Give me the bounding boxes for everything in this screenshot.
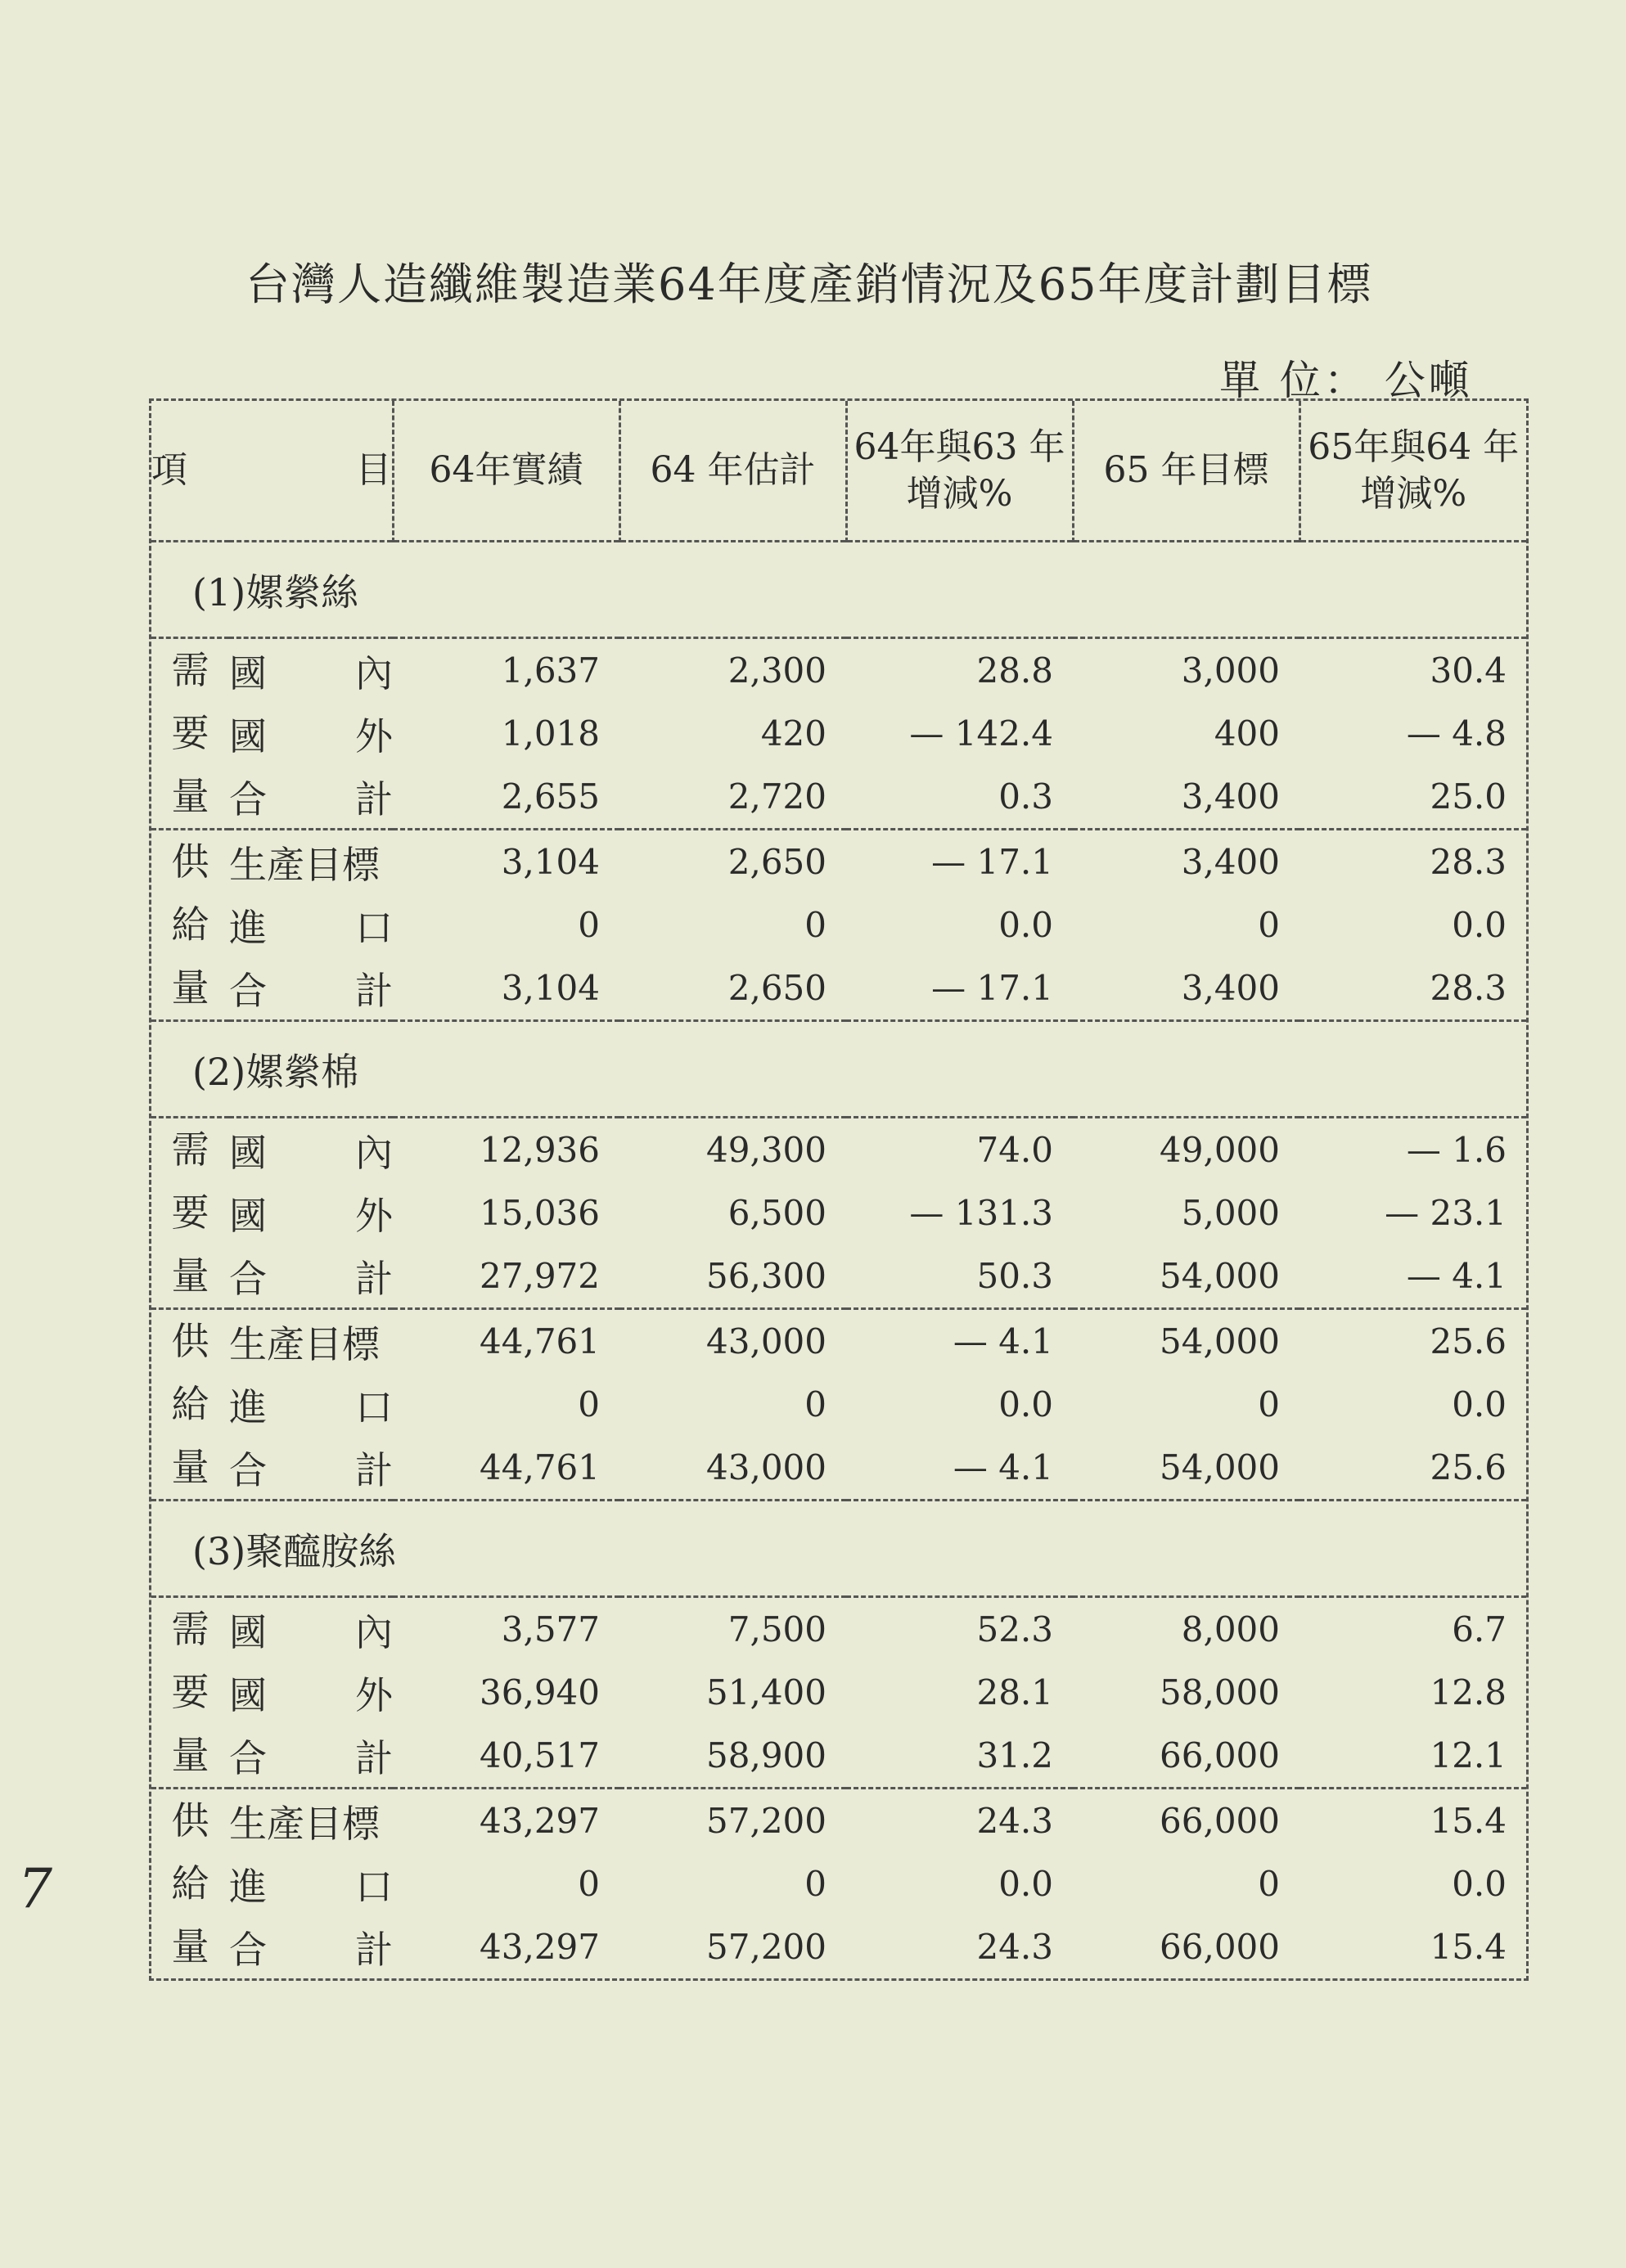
section-row — [151, 542, 1526, 638]
row-label — [229, 1724, 393, 1789]
table-row — [151, 893, 1526, 956]
row-label-part: 外 — [355, 1193, 393, 1238]
group-label — [151, 1597, 229, 1789]
group-label-char: 給 — [171, 1861, 209, 1906]
group-label-char: 給 — [171, 1382, 209, 1426]
row-label-part: 口 — [355, 905, 393, 950]
table-row — [151, 830, 1526, 894]
cell-estimate-64: 420 — [760, 713, 827, 754]
section-row — [151, 1021, 1526, 1118]
cell-change-64-63: 50.3 — [976, 1256, 1053, 1296]
cell-change-65-64: 28.3 — [1299, 830, 1526, 894]
cell-change-65-64: 28.3 — [1430, 968, 1507, 1008]
group-label — [151, 638, 229, 830]
group-label-char: 供 — [171, 1798, 209, 1843]
cell-actual-64: 3,104 — [501, 968, 600, 1008]
cell-actual-64: 15,036 — [480, 1193, 600, 1233]
cell-target-65: 8,000 — [1181, 1609, 1280, 1649]
cell-target-65: 0 — [1258, 1864, 1280, 1904]
cell-change-64-63: — 17.1 — [931, 968, 1053, 1008]
row-label-part: 計 — [355, 776, 393, 821]
cell-estimate-64: 51,400 — [706, 1672, 827, 1712]
row-label-part: 國 — [229, 1193, 267, 1238]
cell-actual-64: 40,517 — [480, 1735, 600, 1775]
group-label-char: 量 — [171, 1924, 209, 1969]
row-label-part: 外 — [355, 1672, 393, 1717]
cell-estimate-64: 6,500 — [727, 1193, 827, 1233]
row-label-part: 國 — [229, 650, 267, 695]
group-label-char: 量 — [171, 1733, 209, 1777]
cell-target-65: 3,000 — [1181, 650, 1280, 691]
cell-change-64-63: 28.1 — [976, 1672, 1053, 1712]
row-label-part: 內 — [355, 650, 393, 695]
row-label-part: 進 — [229, 1384, 267, 1429]
table-row — [151, 1724, 1526, 1789]
page-number: 7 — [18, 1857, 52, 1920]
section-row — [151, 1501, 1526, 1597]
cell-change-64-63: 0.0 — [998, 905, 1053, 945]
row-label — [229, 1244, 393, 1309]
row-label-part: 合 — [229, 1735, 267, 1780]
cell-target-65: 3,400 — [1073, 830, 1299, 894]
cell-actual-64: 0 — [578, 1864, 600, 1904]
table-row — [151, 1661, 1526, 1724]
cell-change-65-64: 6.7 — [1452, 1609, 1507, 1649]
group-label-char: 要 — [171, 1670, 209, 1714]
cell-estimate-64: 0 — [804, 1864, 827, 1904]
cell-actual-64: 1,637 — [501, 650, 600, 691]
group-label — [151, 1789, 229, 1979]
cell-target-65: 66,000 — [1160, 1927, 1280, 1967]
cell-target-65: 3,400 — [1181, 968, 1280, 1008]
table-row — [151, 1373, 1526, 1436]
row-label-part: 國 — [229, 1609, 267, 1654]
row-label — [229, 765, 393, 830]
cell-target-65: 66,000 — [1073, 1789, 1299, 1853]
header-change-65-64: 65年與64 年增減% — [1299, 401, 1526, 542]
page-title: 台灣人造纖維製造業64年度產銷情況及65年度計劃目標 — [245, 259, 1373, 310]
cell-change-64-63: 24.3 — [976, 1927, 1053, 1967]
section-title: (1)嫘縈絲 — [151, 542, 1526, 638]
row-label-part: 口 — [355, 1384, 393, 1429]
row-label — [229, 1661, 393, 1724]
table-row — [151, 1915, 1526, 1978]
row-label-part: 合 — [229, 1256, 267, 1301]
row-label-part: 計 — [355, 968, 393, 1013]
group-label-char: 量 — [171, 1253, 209, 1298]
cell-change-64-63: — 142.4 — [909, 713, 1053, 754]
cell-change-65-64: — 4.1 — [1406, 1256, 1507, 1296]
row-label — [229, 1181, 393, 1244]
group-label-char: 量 — [171, 965, 209, 1010]
row-label-part: 計 — [355, 1927, 393, 1972]
header-row — [151, 401, 1526, 542]
unit-label: 單 位： 公噸 — [1219, 357, 1473, 404]
cell-target-65: 58,000 — [1160, 1672, 1280, 1712]
table-row — [151, 1436, 1526, 1501]
row-label — [229, 1852, 393, 1915]
group-label-char: 供 — [171, 1319, 209, 1363]
cell-change-65-64: 25.0 — [1430, 776, 1507, 817]
cell-estimate-64: 43,000 — [619, 1309, 846, 1374]
group-label — [151, 830, 229, 1021]
row-label-part: 外 — [355, 713, 393, 758]
table-row — [151, 765, 1526, 830]
cell-change-64-63: 74.0 — [976, 1130, 1053, 1170]
row-label-part: 口 — [355, 1864, 393, 1909]
group-label-char: 供 — [171, 839, 209, 884]
cell-change-64-63: 28.8 — [976, 650, 1053, 691]
cell-change-64-63: 31.2 — [976, 1735, 1053, 1775]
row-label-part: 生產目標 — [229, 842, 380, 887]
cell-estimate-64: 2,650 — [619, 830, 846, 894]
cell-change-64-63: 0.3 — [998, 776, 1053, 817]
group-label — [151, 1309, 229, 1501]
header-item-char: 目 — [355, 449, 392, 492]
cell-estimate-64: 58,900 — [706, 1735, 827, 1775]
row-label — [229, 956, 393, 1021]
header-item — [151, 401, 393, 542]
table-row — [151, 1244, 1526, 1309]
header-estimate-64: 64 年估計 — [619, 401, 846, 542]
cell-target-65: 5,000 — [1181, 1193, 1280, 1233]
row-label-part: 生產目標 — [229, 1801, 380, 1846]
row-label-part: 合 — [229, 968, 267, 1013]
cell-target-65: 49,000 — [1160, 1130, 1280, 1170]
table-row — [151, 1309, 1526, 1374]
row-label-part: 國 — [229, 1130, 267, 1175]
row-label — [229, 1118, 393, 1182]
row-label-part: 內 — [355, 1130, 393, 1175]
cell-change-65-64: — 4.8 — [1406, 713, 1507, 754]
group-label-char: 需 — [171, 648, 209, 692]
cell-estimate-64: 0 — [804, 905, 827, 945]
cell-change-65-64: — 1.6 — [1406, 1130, 1507, 1170]
cell-estimate-64: 2,650 — [727, 968, 827, 1008]
cell-change-65-64: 0.0 — [1452, 905, 1507, 945]
table-body — [151, 542, 1526, 1979]
row-label — [229, 830, 393, 894]
cell-change-64-63: 24.3 — [846, 1789, 1073, 1853]
cell-actual-64: 27,972 — [480, 1256, 600, 1296]
header-target-65: 65 年目標 — [1073, 401, 1299, 542]
cell-target-65: 54,000 — [1073, 1309, 1299, 1374]
row-label — [229, 638, 393, 703]
cell-actual-64: 0 — [578, 1384, 600, 1424]
header-item-char: 項 — [151, 449, 187, 492]
row-label-part: 國 — [229, 1672, 267, 1717]
cell-actual-64: 1,018 — [501, 713, 600, 754]
row-label-part: 計 — [355, 1447, 393, 1492]
row-label-part: 內 — [355, 1609, 393, 1654]
row-label — [229, 1915, 393, 1978]
group-label-char: 需 — [171, 1607, 209, 1651]
production-sales-table — [151, 401, 1526, 1978]
table-row — [151, 638, 1526, 703]
header-actual-64: 64年實績 — [393, 401, 619, 542]
table-row — [151, 1181, 1526, 1244]
cell-actual-64: 2,655 — [501, 776, 600, 817]
cell-estimate-64: 57,200 — [619, 1789, 846, 1853]
cell-change-65-64: 25.6 — [1299, 1309, 1526, 1374]
table-row — [151, 1852, 1526, 1915]
cell-change-65-64: 12.1 — [1430, 1735, 1507, 1775]
cell-estimate-64: 2,300 — [727, 650, 827, 691]
cell-target-65: 54,000 — [1160, 1256, 1280, 1296]
cell-change-65-64: 0.0 — [1452, 1384, 1507, 1424]
cell-change-65-64: 12.8 — [1430, 1672, 1507, 1712]
cell-actual-64: 3,577 — [501, 1609, 600, 1649]
row-label-part: 合 — [229, 1447, 267, 1492]
cell-change-65-64: 15.4 — [1430, 1927, 1507, 1967]
row-label — [229, 1309, 393, 1374]
cell-estimate-64: 49,300 — [706, 1130, 827, 1170]
cell-target-65: 54,000 — [1160, 1447, 1280, 1487]
cell-change-64-63: — 4.1 — [953, 1447, 1053, 1487]
row-label-part: 國 — [229, 713, 267, 758]
cell-change-65-64: — 23.1 — [1385, 1193, 1507, 1233]
row-label — [229, 1789, 393, 1853]
cell-estimate-64: 7,500 — [727, 1609, 827, 1649]
cell-change-64-63: — 4.1 — [846, 1309, 1073, 1374]
group-label-char: 給 — [171, 902, 209, 947]
cell-change-65-64: 0.0 — [1452, 1864, 1507, 1904]
cell-target-65: 400 — [1214, 713, 1280, 754]
cell-estimate-64: 57,200 — [706, 1927, 827, 1967]
cell-change-64-63: 0.0 — [998, 1384, 1053, 1424]
row-label — [229, 893, 393, 956]
cell-estimate-64: 0 — [804, 1384, 827, 1424]
table-row — [151, 702, 1526, 765]
cell-estimate-64: 56,300 — [706, 1256, 827, 1296]
group-label-char: 要 — [171, 711, 209, 755]
row-label — [229, 1373, 393, 1436]
header-change-64-63: 64年與63 年增減% — [846, 401, 1073, 542]
row-label-part: 進 — [229, 905, 267, 950]
cell-change-65-64: 25.6 — [1430, 1447, 1507, 1487]
table-row — [151, 956, 1526, 1021]
group-label-char: 需 — [171, 1127, 209, 1172]
cell-change-65-64: 15.4 — [1299, 1789, 1526, 1853]
cell-actual-64: 12,936 — [480, 1130, 600, 1170]
group-label — [151, 1118, 229, 1309]
cell-target-65: 66,000 — [1160, 1735, 1280, 1775]
cell-target-65: 3,400 — [1181, 776, 1280, 817]
row-label-part: 計 — [355, 1735, 393, 1780]
cell-change-64-63: 52.3 — [976, 1609, 1053, 1649]
group-label-char: 量 — [171, 1445, 209, 1489]
cell-actual-64: 36,940 — [480, 1672, 600, 1712]
section-title: (3)聚醯胺絲 — [151, 1501, 1526, 1597]
table-row — [151, 1597, 1526, 1662]
row-label — [229, 1436, 393, 1501]
cell-actual-64: 0 — [578, 905, 600, 945]
cell-target-65: 0 — [1258, 1384, 1280, 1424]
group-label-char: 量 — [171, 774, 209, 818]
row-label-part: 生產目標 — [229, 1321, 380, 1366]
table-row — [151, 1789, 1526, 1853]
cell-change-65-64: 30.4 — [1430, 650, 1507, 691]
cell-actual-64: 44,761 — [393, 1309, 619, 1374]
table-row — [151, 1118, 1526, 1182]
row-label-part: 合 — [229, 1927, 267, 1972]
section-title: (2)嫘縈棉 — [151, 1021, 1526, 1118]
row-label-part: 計 — [355, 1256, 393, 1301]
cell-actual-64: 43,297 — [480, 1927, 600, 1967]
cell-actual-64: 3,104 — [393, 830, 619, 894]
cell-change-64-63: — 131.3 — [909, 1193, 1053, 1233]
cell-estimate-64: 43,000 — [706, 1447, 827, 1487]
cell-change-64-63: — 17.1 — [846, 830, 1073, 894]
row-label — [229, 1597, 393, 1662]
cell-actual-64: 43,297 — [393, 1789, 619, 1853]
row-label-part: 進 — [229, 1864, 267, 1909]
row-label-part: 合 — [229, 776, 267, 821]
cell-change-64-63: 0.0 — [998, 1864, 1053, 1904]
group-label-char: 要 — [171, 1190, 209, 1235]
cell-estimate-64: 2,720 — [727, 776, 827, 817]
cell-actual-64: 44,761 — [480, 1447, 600, 1487]
row-label — [229, 702, 393, 765]
cell-target-65: 0 — [1258, 905, 1280, 945]
